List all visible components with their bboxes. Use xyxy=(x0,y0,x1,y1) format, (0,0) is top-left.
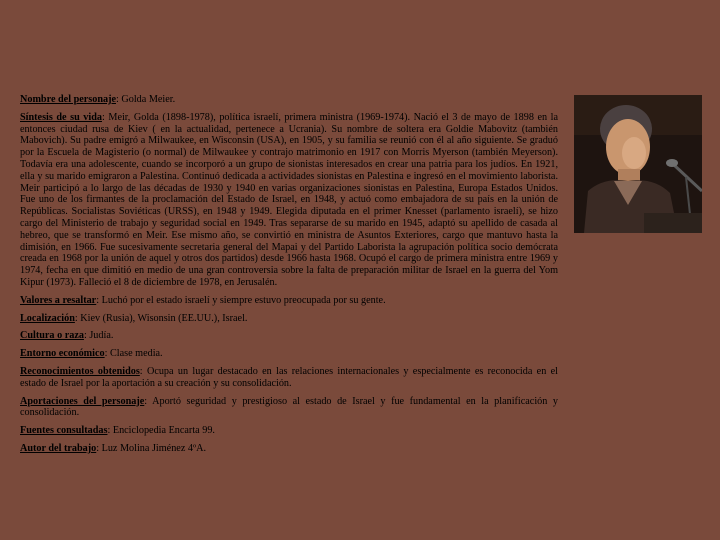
field-text: : Clase media. xyxy=(104,348,163,360)
field-text: : Aportó seguridad y prestigioso al estado de Israel y fue fundamental en la planificación y consolidación. xyxy=(20,395,558,419)
field-label: Autor del trabajo xyxy=(20,442,97,454)
field-localizacion xyxy=(20,313,558,325)
field-valores xyxy=(20,295,558,307)
field-autor xyxy=(20,443,558,455)
field-label: Nombre del personaje xyxy=(20,94,117,105)
portrait-illustration xyxy=(574,95,702,233)
document-body xyxy=(20,94,558,461)
field-text: : Luz Molina Jiménez 4ºA. xyxy=(96,442,207,454)
field-entorno xyxy=(20,348,558,360)
field-label: Reconocimientos obtenidos xyxy=(20,365,140,377)
field-aportaciones xyxy=(20,396,558,420)
field-reconocimientos xyxy=(20,366,558,390)
field-label: Entorno económico xyxy=(20,348,105,360)
field-label: Cultura o raza xyxy=(20,330,84,342)
portrait-photo xyxy=(574,95,702,233)
field-label: Síntesis de su vida xyxy=(20,111,102,123)
field-fuentes xyxy=(20,425,558,437)
field-text: : Judía. xyxy=(83,330,114,342)
field-text: : Enciclopedia Encarta 99. xyxy=(107,425,215,437)
field-text: : Ocupa un lugar destacado en las relaciones internacionales y especialmente es reconocida en el estado de Israel por la aportación a su creación y su consolidación. xyxy=(20,365,558,389)
field-cultura xyxy=(20,330,558,342)
field-nombre xyxy=(20,94,558,106)
field-label: Fuentes consultadas xyxy=(20,425,108,437)
field-text: : Kiev (Rusia), Wisonsin (EE.UU.), Israel. xyxy=(74,312,248,324)
field-text: : Meir, Golda (1898-1978), política israelí, primera ministra (1969-1974). Nació el 3 de mayo de 1898 en la entonces ciudad rusa de Kiev ( en la actualidad, pertenece a Ucrania). Su nombre de soltera era Goldie Mabovitz (también Mabovich). Su padre emigró a Milwaukee, en Wisconsin (USA), en 1905, y su familia se reunió con él al año siguiente. Se graduó por la Escuela de Magisterio (o normal) de Milwaukee y contrajo matrimonio en 1917 con Morris Myerson (también Meyerson). Todavía era una adolescente, cuando se incorporó a un grupo de sionistas interesados en crear una patria para los judíos. En 1921, ella y su marido emigraron a Palestina. Continuó dedicada a actividades sionistas en Palestina e ingresó en el movimiento laborista. Meir participó a lo largo de las décadas de 1930 y 1940 en varias organizaciones sionistas en Palestina, Europa Estados Unidos. Fue uno de los firmantes de la proclamación del Estado de Israel, en 1948, y actuó como embajadora de su país en la unión de Repúblicas. Socialistas Soviéticas (URSS), en 1948 y 1949. Elegida diputada en el primer Knesset (parlamento israelí), se hizo cargo del Ministerio de trabajo y seguridad social en 1949. Tras separarse de su marido en 1945, adaptó su apellido de casada al hebreo, que se transformó en Meir. Ese mismo año, se convirtió en ministra de Asuntos Exteriores, cargo que mantuvo hasta la dimisión, en 1966. Fue sucesivamente secretaria general del Mapai y del Partido Laborista la agrupación política socio demócrata creada en 1968 por la unión de aquel y otros dos partidos) desde 1966 hasta 1968. Ocupó el cargo de primera ministra entre 1969 y 1974, fecha en que dimitió en medio de una gran controversia sobre la falta de preparación militar de Israel en la guerra del Yom Kipur (1973). Falleció el 8 de diciembre de 1978, en Jerusalén. xyxy=(20,111,559,288)
field-sintesis xyxy=(20,112,558,289)
field-text: : Luchó por el estado israelí y siempre estuvo preocupada por su gente. xyxy=(96,294,386,306)
field-label: Valores a resaltar xyxy=(20,294,97,306)
field-label: Localización xyxy=(20,312,75,324)
field-label: Aportaciones del personaje xyxy=(20,395,145,407)
field-text: : Golda Meier. xyxy=(116,94,176,105)
